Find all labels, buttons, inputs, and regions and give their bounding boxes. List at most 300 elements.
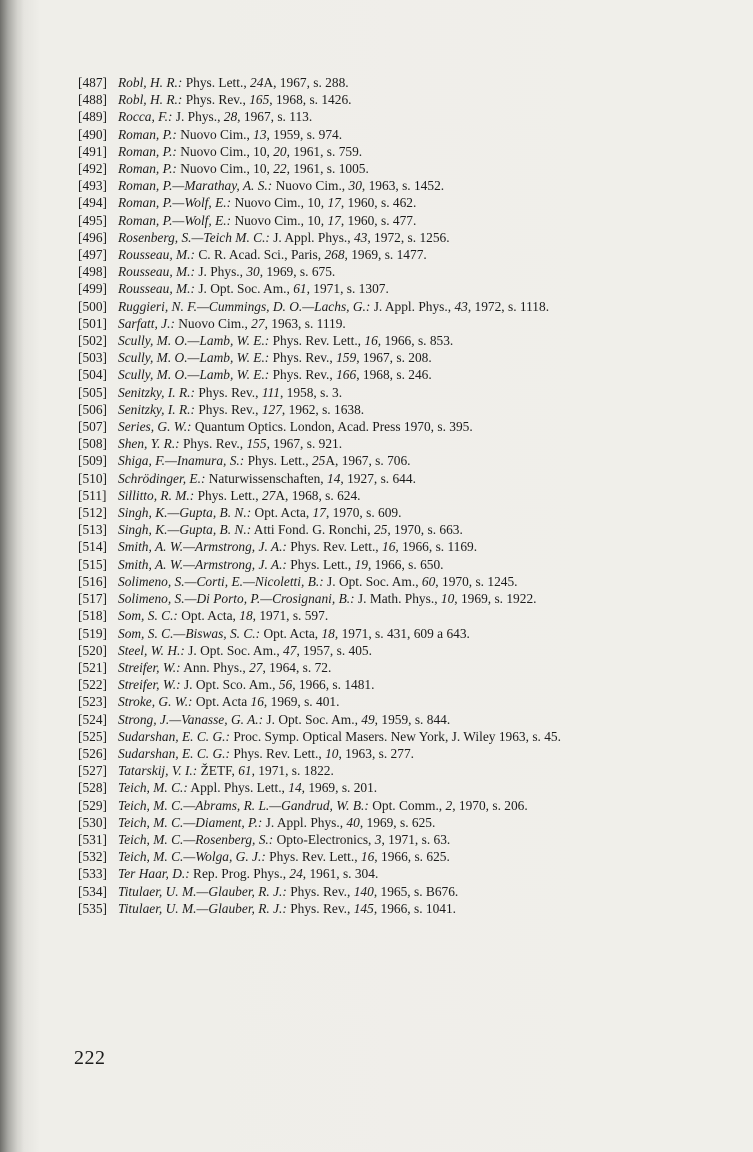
reference-authors: Teich, M. C.: [118, 780, 188, 796]
reference-authors: Roman, P.—Wolf, E.: [118, 195, 232, 211]
reference-authors: Strong, J.—Vanasse, G. A.: [118, 711, 264, 727]
reference-authors: Titulaer, U. M.—Glauber, R. J.: [118, 883, 287, 899]
reference-text [118, 883, 678, 900]
reference-number: [531] [78, 831, 108, 847]
reference-details: , 1966, s. 1481. [292, 677, 375, 693]
reference-text [118, 814, 678, 831]
reference-source: J. Phys., [194, 264, 247, 280]
reference-volume: 166 [336, 367, 357, 383]
reference-entry [78, 74, 678, 91]
reference-details: , 1961, s. 759. [286, 143, 363, 159]
reference-number: [533] [78, 866, 108, 882]
reference-source: Opto-Electronics, [273, 831, 375, 847]
reference-source: Phys. Rev. Lett., [265, 849, 361, 865]
reference-authors: Teich, M. C.—Diament, P.: [118, 814, 263, 830]
reference-volume: 27 [261, 487, 276, 503]
reference-text [118, 762, 678, 779]
reference-entry [78, 366, 678, 383]
reference-number: [521] [78, 659, 108, 675]
reference-number: [511] [78, 487, 107, 503]
reference-authors: Rousseau, M.: [118, 281, 195, 297]
reference-source: Phys. Lett., [286, 556, 355, 572]
reference-authors: Roman, P.—Wolf, E.: [118, 212, 232, 228]
reference-authors: Sudarshan, E. C. G.: [118, 745, 230, 761]
reference-text [118, 177, 678, 194]
reference-text [118, 711, 678, 728]
reference-entry [78, 452, 678, 469]
reference-source: Nuovo Cim., [176, 126, 254, 142]
reference-entry [78, 298, 678, 315]
reference-authors: Solimeno, S.—Corti, E.—Nicoletti, B.: [118, 573, 324, 589]
reference-text [118, 797, 678, 814]
reference-entry [78, 762, 678, 779]
reference-volume: 18 [239, 608, 253, 624]
reference-number: [493] [78, 178, 108, 194]
reference-authors: Robl, H. R.: [118, 92, 183, 108]
reference-details: , 1969, s. 675. [259, 264, 336, 280]
reference-number: [488] [78, 92, 108, 108]
reference-details: , 1966, s. 1041. [373, 900, 457, 916]
reference-volume: 18 [321, 625, 335, 641]
reference-number: [507] [78, 419, 108, 435]
reference-text [118, 332, 678, 349]
reference-source: Phys. Rev., [182, 92, 250, 108]
reference-source: Nuovo Cim., 10, [231, 195, 328, 211]
reference-volume: 25 [373, 522, 388, 538]
reference-authors: Roman, P.: [118, 161, 177, 177]
reference-source: Opt. Acta, [177, 608, 240, 624]
reference-volume: 140 [353, 883, 374, 899]
reference-entry [78, 779, 678, 796]
reference-source: Phys. Lett., [182, 75, 251, 90]
reference-details: , 1971, s. 1822. [251, 763, 334, 779]
reference-volume: 61 [293, 281, 307, 297]
reference-volume: 268 [324, 247, 345, 263]
reference-authors: Streifer, W.: [118, 659, 181, 675]
reference-number: [508] [78, 436, 108, 452]
reference-details: , 1965, s. B676. [373, 883, 459, 899]
reference-entry [78, 831, 678, 848]
reference-entry [78, 883, 678, 900]
reference-details: , 1970, s. 1245. [435, 573, 518, 589]
reference-authors: Sillitto, R. M.: [118, 487, 195, 503]
reference-authors: Rocca, F.: [118, 109, 173, 125]
reference-source: Opt. Acta [192, 694, 251, 710]
reference-authors: Teich, M. C.—Abrams, R. L.—Gandrud, W. B.: [118, 797, 369, 813]
reference-details: , 1970, s. 663. [387, 522, 463, 538]
reference-source: Opt. Acta, [260, 625, 322, 641]
reference-details: , 1967, s. 921. [266, 436, 343, 452]
reference-authors: Sarfatt, J.: [118, 315, 175, 331]
reference-number: [495] [78, 212, 108, 228]
reference-details: , 1964, s. 72. [262, 659, 332, 675]
page-number: 222 [74, 1047, 106, 1069]
reference-details: , 1959, s. 974. [266, 126, 343, 142]
reference-details: , 1959, s. 844. [374, 711, 451, 727]
reference-details: , 1971, s. 63. [381, 831, 451, 847]
reference-source: Nuovo Cim., [272, 178, 349, 194]
reference-source: Quantum Optics. London, Acad. Press 1970, s. 395. [191, 419, 473, 435]
reference-entry [78, 418, 678, 435]
reference-number: [510] [78, 470, 108, 486]
reference-authors: Streifer, W.: [118, 677, 181, 693]
reference-authors: Stroke, G. W.: [118, 694, 193, 710]
reference-entry [78, 590, 678, 607]
reference-text [118, 693, 678, 710]
reference-volume: 14 [327, 470, 341, 486]
reference-source: Phys. Lett., [244, 453, 312, 469]
reference-source: Nuovo Cim., 10, [176, 143, 274, 159]
reference-text [118, 349, 678, 366]
reference-entry [78, 315, 678, 332]
reference-volume: 14 [288, 780, 302, 796]
reference-source: Phys. Lett., [194, 487, 262, 503]
reference-number: [513] [78, 522, 108, 538]
reference-volume: 165 [249, 92, 270, 108]
reference-entry [78, 91, 678, 108]
reference-source: J. Appl. Phys., [370, 298, 455, 314]
reference-details: , 1963, s. 277. [338, 745, 414, 761]
reference-entry [78, 470, 678, 487]
reference-number: [489] [78, 109, 108, 125]
reference-details: , 1957, s. 405. [296, 642, 372, 658]
reference-authors: Shiga, F.—Inamura, S.: [118, 453, 245, 469]
reference-source: J. Phys., [172, 109, 224, 125]
reference-number: [520] [78, 642, 108, 658]
reference-source: C. R. Acad. Sci., Paris, [194, 247, 325, 263]
reference-entry [78, 745, 678, 762]
reference-authors: Som, S. C.—Biswas, S. C.: [118, 625, 261, 641]
reference-source: Ann. Phys., [180, 659, 250, 675]
reference-entry [78, 280, 678, 297]
reference-text [118, 435, 678, 452]
reference-entry [78, 401, 678, 418]
reference-details: , 1966, s. 1169. [395, 539, 478, 555]
reference-number: [534] [78, 883, 108, 899]
reference-authors: Rosenberg, S.—Teich M. C.: [118, 229, 270, 245]
reference-volume: 20 [273, 143, 287, 159]
reference-number: [490] [78, 126, 108, 142]
reference-text [118, 418, 678, 435]
reference-details: , 1972, s. 1118. [467, 298, 550, 314]
reference-authors: Ter Haar, D.: [118, 866, 190, 882]
reference-entry [78, 108, 678, 125]
reference-source: J. Appl. Phys., [269, 229, 354, 245]
reference-details: , 1970, s. 609. [325, 505, 402, 521]
reference-details: , 1969, s. 625. [359, 814, 436, 830]
reference-source: Phys. Rev., [286, 900, 354, 916]
reference-number: [501] [78, 315, 108, 331]
reference-authors: Senitzky, I. R.: [118, 401, 195, 417]
reference-details: , 1961, s. 304. [302, 866, 379, 882]
reference-number: [524] [78, 711, 108, 727]
reference-volume: 16 [364, 333, 378, 349]
reference-text [118, 676, 678, 693]
reference-number: [506] [78, 401, 108, 417]
reference-text [118, 745, 678, 762]
reference-details: , 1927, s. 644. [340, 470, 416, 486]
reference-entry [78, 263, 678, 280]
reference-details: A, 1968, s. 624. [275, 487, 361, 503]
reference-text [118, 194, 678, 211]
reference-source: J. Math. Phys., [354, 591, 441, 607]
reference-entry [78, 384, 678, 401]
reference-volume: 13 [253, 126, 267, 142]
reference-number: [509] [78, 453, 108, 469]
reference-source: Rep. Prog. Phys., [189, 866, 290, 882]
reference-text [118, 470, 678, 487]
reference-authors: Smith, A. W.—Armstrong, J. A.: [118, 556, 287, 572]
reference-authors: Roman, P.—Marathay, A. S.: [118, 178, 273, 194]
reference-entry [78, 332, 678, 349]
reference-details: , 1968, s. 246. [356, 367, 432, 383]
reference-entry [78, 194, 678, 211]
reference-details: , 1969, s. 1477. [344, 247, 427, 263]
reference-number: [528] [78, 780, 108, 796]
reference-text [118, 298, 678, 315]
reference-entry [78, 814, 678, 831]
reference-entry [78, 160, 678, 177]
reference-entry [78, 625, 678, 642]
reference-text [118, 229, 678, 246]
reference-details: , 1971, s. 1307. [306, 281, 389, 297]
reference-source: Nuovo Cim., 10, [176, 161, 274, 177]
reference-number: [527] [78, 763, 108, 779]
reference-entry [78, 177, 678, 194]
reference-details: , 1971, s. 431, 609 a 643. [334, 625, 470, 641]
reference-text [118, 590, 678, 607]
reference-text [118, 280, 678, 297]
reference-details: , 1967, s. 113. [237, 109, 313, 125]
reference-text [118, 504, 678, 521]
reference-volume: 2 [445, 797, 453, 813]
reference-number: [504] [78, 367, 108, 383]
reference-details: , 1962, s. 1638. [281, 401, 365, 417]
reference-text [118, 642, 678, 659]
reference-details: , 1972, s. 1256. [367, 229, 450, 245]
reference-volume: 60 [421, 573, 436, 589]
reference-volume: 17 [312, 505, 326, 521]
reference-authors: Series, G. W.: [118, 419, 192, 435]
reference-details: , 1968, s. 1426. [269, 92, 352, 108]
reference-volume: 17 [327, 195, 341, 211]
reference-number: [517] [78, 591, 108, 607]
reference-volume: 25 [311, 453, 326, 469]
reference-number: [491] [78, 143, 108, 159]
reference-volume: 145 [353, 900, 374, 916]
reference-source: Atti Fond. G. Ronchi, [251, 522, 374, 538]
reference-authors: Scully, M. O.—Lamb, W. E.: [118, 333, 270, 349]
reference-authors: Ruggieri, N. F.—Cummings, D. O.—Lachs, G.: [118, 298, 371, 314]
reference-number: [526] [78, 745, 108, 761]
reference-entry [78, 642, 678, 659]
reference-authors: Schrödinger, E.: [118, 470, 206, 486]
reference-details: , 1969, s. 401. [263, 694, 340, 710]
reference-source: Nuovo Cim., 10, [231, 212, 328, 228]
reference-details: , 1971, s. 597. [252, 608, 329, 624]
reference-volume: 30 [246, 264, 260, 280]
reference-volume: 22 [273, 161, 287, 177]
reference-details: , 1970, s. 206. [452, 797, 528, 813]
reference-source: ŽETF, [197, 763, 239, 779]
reference-number: [487] [78, 75, 108, 90]
reference-text [118, 143, 678, 160]
reference-authors: Teich, M. C.—Wolga, G. J.: [118, 849, 266, 865]
reference-authors: Teich, M. C.—Rosenberg, S.: [118, 831, 274, 847]
reference-source: J. Opt. Soc. Am., [323, 573, 422, 589]
reference-text [118, 315, 678, 332]
reference-authors: Solimeno, S.—Di Porto, P.—Crosignani, B.: [118, 591, 355, 607]
reference-authors: Smith, A. W.—Armstrong, J. A.: [118, 539, 287, 555]
reference-number: [519] [78, 625, 108, 641]
reference-entry [78, 229, 678, 246]
reference-text [118, 659, 678, 676]
reference-text [118, 160, 678, 177]
reference-details: , 1963, s. 1452. [361, 178, 445, 194]
reference-text [118, 900, 678, 917]
reference-volume: 16 [360, 849, 375, 865]
reference-entry [78, 848, 678, 865]
reference-source: Phys. Rev., [269, 350, 337, 366]
reference-authors: Steel, W. H.: [118, 642, 185, 658]
reference-number: [516] [78, 573, 108, 589]
reference-entry [78, 538, 678, 555]
reference-source: Phys. Rev. Lett., [269, 333, 365, 349]
reference-number: [532] [78, 849, 108, 865]
reference-authors: Singh, K.—Gupta, B. N.: [118, 522, 252, 538]
reference-entry [78, 573, 678, 590]
reference-authors: Sudarshan, E. C. G.: [118, 728, 230, 744]
reference-text [118, 384, 678, 401]
reference-number: [514] [78, 539, 108, 555]
reference-details: , 1966, s. 650. [367, 556, 444, 572]
reference-text [118, 865, 678, 882]
reference-source: Phys. Rev., [194, 384, 262, 400]
reference-number: [492] [78, 161, 108, 177]
reference-details: , 1966, s. 625. [374, 849, 450, 865]
reference-details: , 1960, s. 462. [340, 195, 417, 211]
reference-entry [78, 711, 678, 728]
reference-text [118, 366, 678, 383]
reference-text [118, 74, 678, 91]
reference-entry [78, 556, 678, 573]
reference-number: [512] [78, 505, 108, 521]
reference-volume: 111 [261, 384, 280, 400]
reference-volume: 3 [374, 831, 382, 847]
reference-volume: 127 [261, 401, 282, 417]
reference-number: [535] [78, 900, 108, 916]
reference-authors: Roman, P.: [118, 126, 177, 142]
reference-number: [505] [78, 384, 108, 400]
reference-authors: Singh, K.—Gupta, B. N.: [118, 505, 252, 521]
reference-volume: 43 [353, 229, 368, 245]
reference-number: [502] [78, 333, 108, 349]
reference-authors: Roman, P.: [118, 143, 177, 159]
reference-volume: 27 [249, 659, 263, 675]
reference-text [118, 607, 678, 624]
reference-authors: Titulaer, U. M.—Glauber, R. J.: [118, 900, 287, 916]
reference-text [118, 108, 678, 125]
reference-details: A, 1967, s. 706. [325, 453, 411, 469]
reference-source: Phys. Rev., [286, 883, 354, 899]
reference-details: , 1961, s. 1005. [286, 161, 369, 177]
reference-entry [78, 246, 678, 263]
reference-volume: 47 [283, 642, 297, 658]
reference-entry [78, 521, 678, 538]
reference-number: [522] [78, 677, 108, 693]
reference-authors: Tatarskij, V. I.: [118, 763, 198, 779]
reference-details: , 1958, s. 3. [279, 384, 343, 400]
reference-text [118, 246, 678, 263]
reference-text [118, 625, 678, 642]
reference-list [78, 74, 678, 917]
reference-authors: Scully, M. O.—Lamb, W. E.: [118, 367, 270, 383]
reference-text [118, 212, 678, 229]
reference-details: , 1967, s. 208. [356, 350, 432, 366]
reference-authors: Shen, Y. R.: [118, 436, 180, 452]
reference-entry [78, 212, 678, 229]
reference-text [118, 848, 678, 865]
reference-number: [500] [78, 298, 108, 314]
reference-text [118, 401, 678, 418]
reference-text [118, 487, 678, 504]
reference-text [118, 573, 678, 590]
reference-entry [78, 659, 678, 676]
reference-source: Nuovo Cim., [174, 315, 252, 331]
reference-source: Phys. Rev., [179, 436, 247, 452]
reference-source: Opt. Acta, [251, 505, 313, 521]
reference-entry [78, 349, 678, 366]
reference-entry [78, 693, 678, 710]
reference-source: Phys. Rev. Lett., [229, 745, 326, 761]
reference-volume: 19 [354, 556, 368, 572]
reference-text [118, 779, 678, 796]
reference-number: [503] [78, 350, 108, 366]
reference-volume: 27 [251, 315, 265, 331]
reference-details: , 1969, s. 201. [301, 780, 378, 796]
reference-entry [78, 900, 678, 917]
reference-volume: 10 [440, 591, 455, 607]
reference-text [118, 263, 678, 280]
reference-authors: Rousseau, M.: [118, 247, 195, 263]
reference-source: J. Opt. Soc. Am., [263, 711, 362, 727]
reference-text [118, 91, 678, 108]
reference-volume: 40 [346, 814, 360, 830]
reference-number: [498] [78, 264, 108, 280]
reference-source: Naturwissenschaften, [205, 470, 328, 486]
reference-number: [530] [78, 814, 108, 830]
reference-text [118, 831, 678, 848]
reference-entry [78, 435, 678, 452]
page-binding-shadow [0, 0, 24, 1152]
reference-entry [78, 865, 678, 882]
reference-text [118, 521, 678, 538]
reference-volume: 30 [348, 178, 362, 194]
reference-number: [497] [78, 247, 108, 263]
reference-number: [529] [78, 797, 108, 813]
reference-number: [525] [78, 728, 108, 744]
reference-source: J. Opt. Sco. Am., [180, 677, 279, 693]
reference-text [118, 556, 678, 573]
reference-entry [78, 676, 678, 693]
reference-entry [78, 728, 678, 745]
reference-authors: Rousseau, M.: [118, 264, 195, 280]
reference-authors: Senitzky, I. R.: [118, 384, 195, 400]
reference-volume: 49 [361, 711, 375, 727]
reference-source: Phys. Rev. Lett., [286, 539, 382, 555]
reference-volume: 28 [223, 109, 238, 125]
reference-volume: 61 [238, 763, 252, 779]
